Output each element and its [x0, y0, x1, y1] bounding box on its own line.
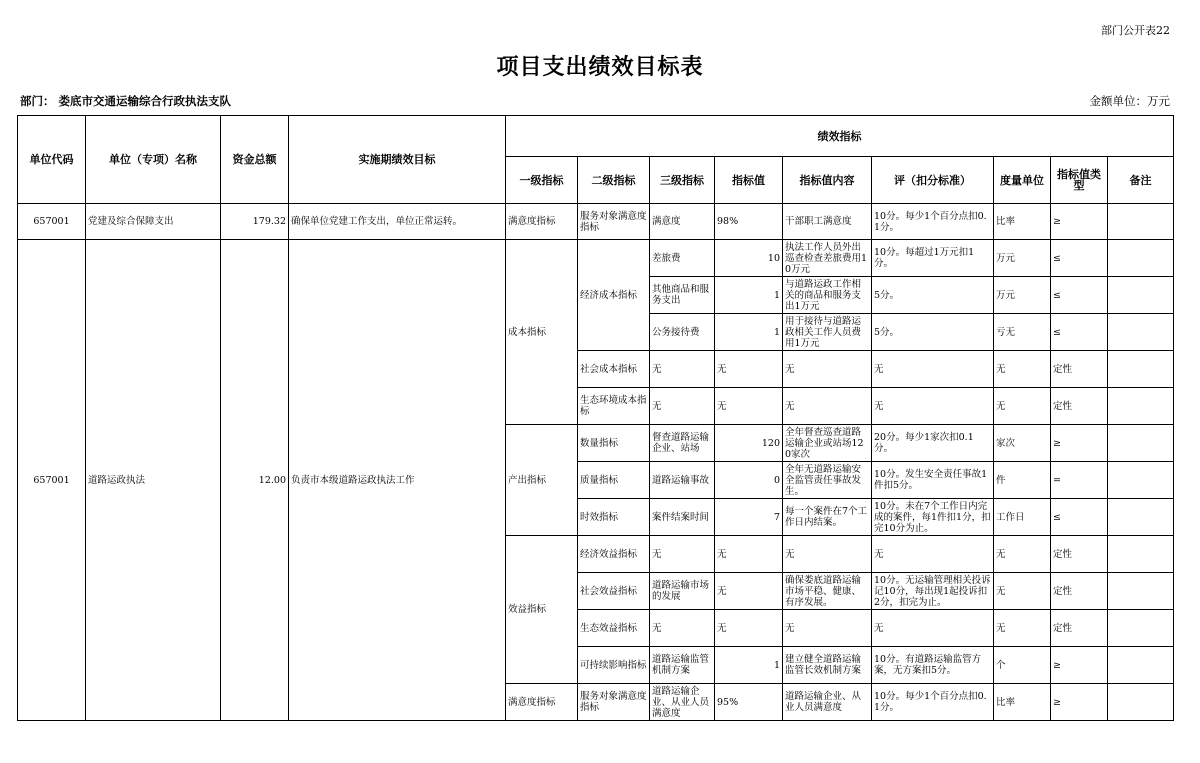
table-row [18, 204, 1174, 240]
level2-cell: 时效指标 [578, 499, 650, 536]
performance-goal: 确保单位党建工作支出，单位正常运转。 [289, 204, 506, 240]
measure-cell: 无 [994, 573, 1051, 610]
project-name: 道路运政执法 [86, 240, 221, 721]
level3-cell: 案件结案时间 [650, 499, 715, 536]
content-cell: 无 [783, 351, 872, 388]
project-name: 党建及综合保障支出 [86, 204, 221, 240]
content-cell: 确保娄底道路运输市场平稳、健康、有序发展。 [783, 573, 872, 610]
performance-goal: 负责市本级道路运政执法工作 [289, 240, 506, 721]
level2-cell: 生态效益指标 [578, 610, 650, 647]
remark-cell [1108, 462, 1174, 499]
vtype-cell: 定性 [1051, 573, 1108, 610]
content-cell: 干部职工满意度 [783, 204, 872, 240]
level1-cell: 效益指标 [506, 536, 578, 684]
content-cell: 无 [783, 388, 872, 425]
level2-cell: 社会成本指标 [578, 351, 650, 388]
value-cell: 0 [715, 462, 783, 499]
remark-cell [1108, 536, 1174, 573]
level2-cell: 质量指标 [578, 462, 650, 499]
level2-cell: 服务对象满意度指标 [578, 684, 650, 721]
level3-cell: 公务接待费 [650, 314, 715, 351]
score-cell: 10分。发生安全责任事故1件扣5分。 [872, 462, 994, 499]
content-cell: 用于接待与道路运政相关工作人员费用1万元 [783, 314, 872, 351]
page-label: 部门公开表22 [1101, 24, 1170, 37]
score-cell: 无 [872, 536, 994, 573]
level1-cell: 成本指标 [506, 240, 578, 425]
content-cell: 全年无道路运输安全监管责任事故发生。 [783, 462, 872, 499]
score-cell: 5分。 [872, 314, 994, 351]
value-cell: 无 [715, 536, 783, 573]
level2-cell: 服务对象满意度指标 [578, 204, 650, 240]
score-cell: 无 [872, 351, 994, 388]
remark-cell [1108, 573, 1174, 610]
value-cell: 无 [715, 573, 783, 610]
content-cell: 每一个案件在7个工作日内结案。 [783, 499, 872, 536]
level1-cell: 产出指标 [506, 425, 578, 536]
page-title: 项目支出绩效目标表 [496, 54, 704, 80]
fund-total: 179.32 [221, 204, 289, 240]
level3-cell: 无 [650, 388, 715, 425]
header-perf: 绩效指标 [506, 116, 1174, 157]
score-cell: 10分。每少1个百分点扣0.1分。 [872, 684, 994, 721]
value-cell: 95% [715, 684, 783, 721]
vtype-cell: 定性 [1051, 610, 1108, 647]
score-cell: 10分。每少1个百分点扣0.1分。 [872, 204, 994, 240]
header-total: 资金总额 [221, 116, 289, 204]
value-cell: 无 [715, 388, 783, 425]
content-cell: 与道路运政工作相关的商品和服务支出1万元 [783, 277, 872, 314]
level1-cell: 满意度指标 [506, 684, 578, 721]
value-cell: 10 [715, 240, 783, 277]
measure-cell: 无 [994, 388, 1051, 425]
level3-cell: 道路运输监管机制方案 [650, 647, 715, 684]
measure-cell: 家次 [994, 425, 1051, 462]
value-cell: 1 [715, 277, 783, 314]
content-cell: 无 [783, 536, 872, 573]
vtype-cell: ≤ [1051, 277, 1108, 314]
header-level3: 三级指标 [650, 157, 715, 204]
remark-cell [1108, 684, 1174, 721]
level3-cell: 督查道路运输企业、站场 [650, 425, 715, 462]
header-goal: 实施期绩效目标 [289, 116, 506, 204]
level3-cell: 其他商品和服务支出 [650, 277, 715, 314]
value-cell: 无 [715, 610, 783, 647]
unit-code: 657001 [18, 204, 86, 240]
score-cell: 5分。 [872, 277, 994, 314]
level1-cell: 满意度指标 [506, 204, 578, 240]
remark-cell [1108, 499, 1174, 536]
level2-cell: 经济效益指标 [578, 536, 650, 573]
measure-cell: 工作日 [994, 499, 1051, 536]
content-cell: 道路运输企业、从业人员满意度 [783, 684, 872, 721]
unit-code: 657001 [18, 240, 86, 721]
measure-cell: 无 [994, 351, 1051, 388]
vtype-cell: ≤ [1051, 314, 1108, 351]
level3-cell: 道路运输企业、从业人员满意度 [650, 684, 715, 721]
score-cell: 10分。有道路运输监管方案，无方案扣5分。 [872, 647, 994, 684]
value-cell: 1 [715, 314, 783, 351]
header-code: 单位代码 [18, 116, 86, 204]
content-cell: 建立健全道路运输监管长效机制方案 [783, 647, 872, 684]
header-level2: 二级指标 [578, 157, 650, 204]
header-vtype: 指标值类型 [1051, 157, 1108, 204]
level2-cell: 经济成本指标 [578, 240, 650, 351]
measure-cell: 万元 [994, 277, 1051, 314]
remark-cell [1108, 277, 1174, 314]
vtype-cell: ≤ [1051, 499, 1108, 536]
department-label: 部门： 娄底市交通运输综合行政执法支队 [20, 94, 232, 108]
remark-cell [1108, 610, 1174, 647]
header-content: 指标值内容 [783, 157, 872, 204]
score-cell: 10分。每超过1万元扣1分。 [872, 240, 994, 277]
vtype-cell: 定性 [1051, 388, 1108, 425]
measure-cell: 件 [994, 462, 1051, 499]
value-cell: 120 [715, 425, 783, 462]
header-remark: 备注 [1108, 157, 1174, 204]
value-cell: 98% [715, 204, 783, 240]
vtype-cell: 定性 [1051, 536, 1108, 573]
performance-table [17, 115, 1174, 721]
level3-cell: 差旅费 [650, 240, 715, 277]
score-cell: 无 [872, 388, 994, 425]
amount-unit-label: 金额单位：万元 [1089, 94, 1170, 108]
vtype-cell: ≤ [1051, 240, 1108, 277]
score-cell: 10分。无运输管理相关投诉记10分，每出现1起投诉扣2分，扣完为止。 [872, 573, 994, 610]
level3-cell: 无 [650, 536, 715, 573]
fund-total: 12.00 [221, 240, 289, 721]
level3-cell: 无 [650, 610, 715, 647]
header-row-1 [18, 116, 1174, 157]
level2-cell: 可持续影响指标 [578, 647, 650, 684]
vtype-cell: 定性 [1051, 351, 1108, 388]
remark-cell [1108, 314, 1174, 351]
remark-cell [1108, 204, 1174, 240]
vtype-cell: ≥ [1051, 684, 1108, 721]
header-score: 评（扣分标准） [872, 157, 994, 204]
measure-cell: 个 [994, 647, 1051, 684]
header-name: 单位（专项）名称 [86, 116, 221, 204]
remark-cell [1108, 647, 1174, 684]
value-cell: 7 [715, 499, 783, 536]
remark-cell [1108, 388, 1174, 425]
vtype-cell: ≥ [1051, 204, 1108, 240]
remark-cell [1108, 240, 1174, 277]
content-cell: 全年督查巡查道路运输企业或站场120家次 [783, 425, 872, 462]
measure-cell: 万元 [994, 240, 1051, 277]
measure-cell: 无 [994, 610, 1051, 647]
level2-cell: 社会效益指标 [578, 573, 650, 610]
vtype-cell: = [1051, 462, 1108, 499]
content-cell: 执法工作人员外出巡查检查差旅费用10万元 [783, 240, 872, 277]
header-value: 指标值 [715, 157, 783, 204]
remark-cell [1108, 351, 1174, 388]
score-cell: 无 [872, 610, 994, 647]
level2-cell: 数量指标 [578, 425, 650, 462]
measure-cell: 比率 [994, 204, 1051, 240]
level3-cell: 无 [650, 351, 715, 388]
value-cell: 1 [715, 647, 783, 684]
vtype-cell: ≥ [1051, 425, 1108, 462]
level3-cell: 满意度 [650, 204, 715, 240]
vtype-cell: ≥ [1051, 647, 1108, 684]
level3-cell: 道路运输市场的发展 [650, 573, 715, 610]
table-row [18, 240, 1174, 277]
score-cell: 10分。未在7个工作日内完成的案件，每1件扣1分，扣完10分为止。 [872, 499, 994, 536]
value-cell: 无 [715, 351, 783, 388]
level3-cell: 道路运输事故 [650, 462, 715, 499]
measure-cell: 亏无 [994, 314, 1051, 351]
remark-cell [1108, 425, 1174, 462]
score-cell: 20分。每少1家次扣0.1分。 [872, 425, 994, 462]
measure-cell: 无 [994, 536, 1051, 573]
measure-cell: 比率 [994, 684, 1051, 721]
content-cell: 无 [783, 610, 872, 647]
header-level1: 一级指标 [506, 157, 578, 204]
header-measure: 度量单位 [994, 157, 1051, 204]
level2-cell: 生态环境成本指标 [578, 388, 650, 425]
